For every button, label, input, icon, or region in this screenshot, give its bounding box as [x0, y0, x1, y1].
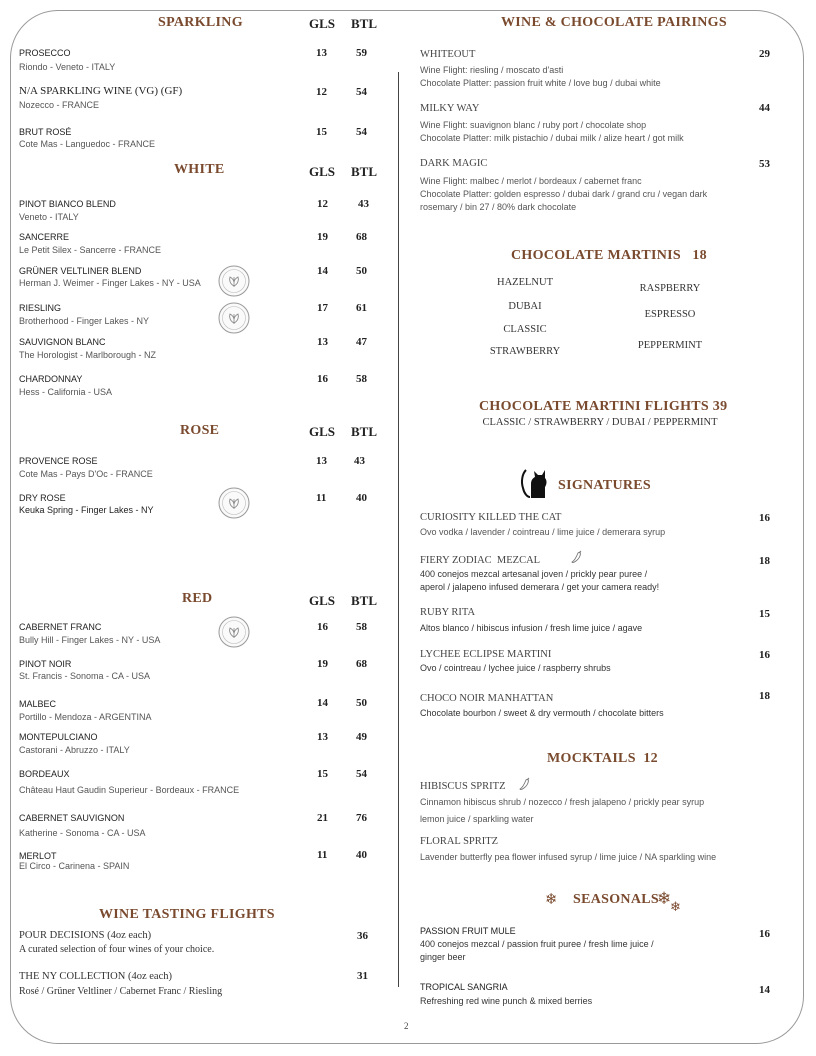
martini-flights-subtitle: CLASSIC / STRAWBERRY / DUBAI / PEPPERMINT — [482, 417, 718, 428]
signatures-title: SIGNATURES — [558, 478, 651, 493]
btl-header: BTL — [351, 424, 378, 439]
wine-name: GRÜNER VELTLINER BLEND — [19, 266, 142, 276]
cocktail-description: 400 conejos mezcal artesanal joven / prickly pear puree / — [420, 569, 648, 579]
bottle-price: 43 — [358, 198, 369, 210]
page-border — [10, 10, 804, 1044]
certified-seal-icon — [218, 487, 250, 519]
mocktail-description: Lavender butterfly pea flower infused syrup / lime juice / NA sparkling wine — [420, 852, 717, 862]
flight-name: POUR DECISIONS (4oz each) — [19, 930, 152, 941]
martini-flavor: CLASSIC — [503, 324, 547, 335]
seasonal-description: Refreshing red wine punch & mixed berries — [420, 996, 593, 1006]
gls-header: GLS — [309, 164, 336, 179]
wine-origin: Nozecco - FRANCE — [19, 100, 100, 110]
wine-name: MONTEPULCIANO — [19, 732, 98, 742]
btl-header: BTL — [351, 164, 378, 179]
wine-origin: Keuka Spring - Finger Lakes - NY — [19, 505, 154, 515]
wine-name: CABERNET SAUVIGNON — [19, 813, 125, 823]
cocktail-description: Ovo vodka / lavender / cointreau / lime juice / demerara syrup — [420, 527, 666, 537]
glass-price: 13 — [317, 336, 328, 348]
wine-origin: Castorani - Abruzzo - ITALY — [19, 745, 130, 755]
glass-price: 13 — [317, 731, 328, 743]
black-cat-icon — [517, 466, 551, 500]
glass-price: 15 — [316, 126, 327, 138]
cocktail-description: Altos blanco / hibiscus infusion / fresh lime juice / agave — [420, 623, 643, 633]
cocktail-description-cont: aperol / jalapeno infused demerara / get your camera ready! — [420, 582, 660, 592]
seasonal-name: TROPICAL SANGRIA — [420, 982, 508, 992]
white-title: WHITE — [174, 162, 225, 177]
martini-flavor: RASPBERRY — [639, 283, 701, 294]
rose-title: ROSE — [180, 423, 220, 438]
wine-origin: Cote Mas - Languedoc - FRANCE — [19, 139, 156, 149]
cocktail-description: Chocolate bourbon / sweet & dry vermouth / chocolate bitters — [420, 708, 664, 718]
martini-flights-title: CHOCOLATE MARTINI FLIGHTS 39 — [479, 399, 728, 414]
bottle-price: 68 — [356, 658, 367, 670]
martinis-title: CHOCOLATE MARTINIS 18 — [511, 248, 707, 263]
certified-seal-icon — [218, 616, 250, 648]
certified-seal-icon — [218, 265, 250, 297]
pairing-chocolate: Chocolate Platter: golden espresso / dubai dark / grand cru / vegan dark — [420, 189, 708, 199]
wine-origin: Portillo - Mendoza - ARGENTINA — [19, 712, 152, 722]
gls-header: GLS — [309, 424, 336, 439]
bottle-price: 50 — [356, 697, 367, 709]
bottle-price: 40 — [356, 492, 367, 504]
pairing-name: DARK MAGIC — [420, 158, 488, 169]
wine-origin: Château Haut Gaudin Superieur - Bordeaux - FRANCE — [19, 785, 240, 795]
bottle-price: 68 — [356, 231, 367, 243]
mocktail-name: HIBISCUS SPRITZ — [420, 781, 506, 792]
sparkling-title: SPARKLING — [158, 15, 243, 30]
glass-price: 12 — [317, 198, 328, 210]
gls-header: GLS — [309, 16, 336, 31]
chili-pepper-icon — [518, 777, 532, 791]
wine-origin: The Horologist - Marlborough - NZ — [19, 350, 157, 360]
wine-name: SANCERRE — [19, 232, 70, 242]
wine-name: PINOT BIANCO BLEND — [19, 199, 116, 209]
pairing-price: 44 — [759, 102, 770, 114]
cocktail-price: 15 — [759, 608, 770, 620]
bottle-price: 76 — [356, 812, 367, 824]
glass-price: 13 — [316, 455, 327, 467]
gls-header: GLS — [309, 593, 336, 608]
mocktail-name: FLORAL SPRITZ — [420, 836, 499, 847]
page-number: 2 — [404, 1021, 409, 1031]
martini-flavor: ESPRESSO — [644, 309, 696, 320]
snowflake-icon: ❄ — [545, 890, 558, 908]
glass-price: 11 — [317, 849, 328, 861]
bottle-price: 50 — [356, 265, 367, 277]
wine-name: PROVENCE ROSE — [19, 456, 98, 466]
martini-flavor: STRAWBERRY — [489, 346, 561, 357]
seasonal-description-cont: ginger beer — [420, 952, 466, 962]
bottle-price: 54 — [356, 86, 367, 98]
wine-origin: El Circo - Carinena - SPAIN — [19, 861, 130, 871]
seasonal-description: 400 conejos mezcal / passion fruit puree / fresh lime juice / — [420, 939, 654, 949]
seasonal-name: PASSION FRUIT MULE — [420, 926, 516, 936]
glass-price: 21 — [317, 812, 328, 824]
wine-name: RIESLING — [19, 303, 62, 313]
glass-price: 14 — [317, 697, 328, 709]
pairing-price: 29 — [759, 48, 770, 60]
wine-origin: Katherine - Sonoma - CA - USA — [19, 828, 146, 838]
wine-name: MALBEC — [19, 699, 57, 709]
wine-origin: Veneto - ITALY — [19, 212, 79, 222]
wine-name: DRY ROSE — [19, 493, 66, 503]
column-divider — [398, 72, 399, 987]
mocktails-title: MOCKTAILS 12 — [547, 751, 658, 766]
pairing-name: WHITEOUT — [420, 49, 476, 60]
bottle-price: 43 — [354, 455, 365, 467]
wine-name: MERLOT — [19, 851, 57, 861]
martini-flavor: DUBAI — [508, 301, 542, 312]
snowflake-icon: ❄ — [670, 900, 681, 915]
cocktail-name: CHOCO NOIR MANHATTAN — [420, 693, 554, 704]
cocktail-price: 16 — [759, 512, 770, 524]
wine-name: PROSECCO — [19, 48, 71, 58]
glass-price: 16 — [317, 621, 328, 633]
snowflake-icon: ❄ — [657, 889, 672, 909]
bottle-price: 54 — [356, 768, 367, 780]
chili-pepper-icon — [570, 550, 584, 564]
glass-price: 15 — [317, 768, 328, 780]
wine-origin: St. Francis - Sonoma - CA - USA — [19, 671, 151, 681]
bottle-price: 58 — [356, 621, 367, 633]
flight-description: Rosé / Grüner Veltliner / Cabernet Franc / Riesling — [19, 986, 223, 997]
wine-name: SAUVIGNON BLANC — [19, 337, 106, 347]
bottle-price: 40 — [356, 849, 367, 861]
wine-origin: Herman J. Weimer - Finger Lakes - NY - USA — [19, 278, 201, 288]
martini-flavor: PEPPERMINT — [637, 340, 703, 351]
btl-header: BTL — [351, 16, 378, 31]
cocktail-description: Ovo / cointreau / lychee juice / raspberry shrubs — [420, 663, 611, 673]
flight-price: 31 — [357, 970, 368, 982]
wine-name: CABERNET FRANC — [19, 622, 102, 632]
cocktail-name: CURIOSITY KILLED THE CAT — [420, 512, 562, 523]
flight-description: A curated selection of four wines of your choice. — [19, 944, 215, 955]
wine-origin: Brotherhood - Finger Lakes - NY — [19, 316, 150, 326]
cocktail-price: 16 — [759, 649, 770, 661]
glass-price: 19 — [317, 231, 328, 243]
seasonal-price: 16 — [759, 928, 770, 940]
pairing-chocolate: Chocolate Platter: passion fruit white / love bug / dubai white — [420, 78, 661, 88]
pairing-wine: Wine Flight: malbec / merlot / bordeaux / cabernet franc — [420, 176, 642, 186]
glass-price: 19 — [317, 658, 328, 670]
pairing-chocolate-cont: rosemary / bin 27 / 80% dark chocolate — [420, 202, 577, 212]
flight-name: THE NY COLLECTION (4oz each) — [19, 971, 172, 982]
pairing-wine: Wine Flight: riesling / moscato d'asti — [420, 65, 564, 75]
bottle-price: 54 — [356, 126, 367, 138]
wine-name: BORDEAUX — [19, 769, 70, 779]
cocktail-name: FIERY ZODIAC MEZCAL — [420, 555, 541, 566]
tasting-title: WINE TASTING FLIGHTS — [99, 907, 275, 922]
glass-price: 12 — [316, 86, 327, 98]
martini-flavor: HAZELNUT — [497, 277, 553, 288]
wine-name: PINOT NOIR — [19, 659, 72, 669]
bottle-price: 47 — [356, 336, 367, 348]
cocktail-name: LYCHEE ECLIPSE MARTINI — [420, 649, 552, 660]
cocktail-price: 18 — [759, 690, 770, 702]
wine-origin: Bully Hill - Finger Lakes - NY - USA — [19, 635, 161, 645]
wine-name: BRUT ROSÉ — [19, 127, 72, 137]
wine-origin: Hess - California - USA — [19, 387, 113, 397]
pairings-title: WINE & CHOCOLATE PAIRINGS — [501, 15, 727, 30]
mocktail-description: Cinnamon hibiscus shrub / nozecco / fresh jalapeno / prickly pear syrup — [420, 797, 705, 807]
btl-header: BTL — [351, 593, 378, 608]
pairing-name: MILKY WAY — [420, 103, 480, 114]
certified-seal-icon — [218, 302, 250, 334]
flight-price: 36 — [357, 930, 368, 942]
bottle-price: 59 — [356, 47, 367, 59]
cocktail-price: 18 — [759, 555, 770, 567]
pairing-price: 53 — [759, 158, 770, 170]
wine-origin: Riondo - Veneto - ITALY — [19, 62, 116, 72]
red-title: RED — [182, 591, 213, 606]
glass-price: 11 — [316, 492, 327, 504]
bottle-price: 49 — [356, 731, 367, 743]
mocktail-description-cont: lemon juice / sparkling water — [420, 814, 534, 824]
glass-price: 16 — [317, 373, 328, 385]
seasonal-price: 14 — [759, 984, 770, 996]
bottle-price: 58 — [356, 373, 367, 385]
wine-origin: Le Petit Silex - Sancerre - FRANCE — [19, 245, 162, 255]
pairing-wine: Wine Flight: suavignon blanc / ruby port / chocolate shop — [420, 120, 647, 130]
bottle-price: 61 — [356, 302, 367, 314]
wine-name: CHARDONNAY — [19, 374, 83, 384]
seasonals-title: SEASONALS — [573, 892, 659, 907]
cocktail-name: RUBY RITA — [420, 607, 476, 618]
glass-price: 13 — [316, 47, 327, 59]
glass-price: 17 — [317, 302, 328, 314]
pairing-chocolate: Chocolate Platter: milk pistachio / dubai milk / alize heart / got milk — [420, 133, 684, 143]
glass-price: 14 — [317, 265, 328, 277]
wine-name: N/A SPARKLING WINE (VG) (GF) — [19, 85, 183, 97]
wine-origin: Cote Mas - Pays D'Oc - FRANCE — [19, 469, 153, 479]
